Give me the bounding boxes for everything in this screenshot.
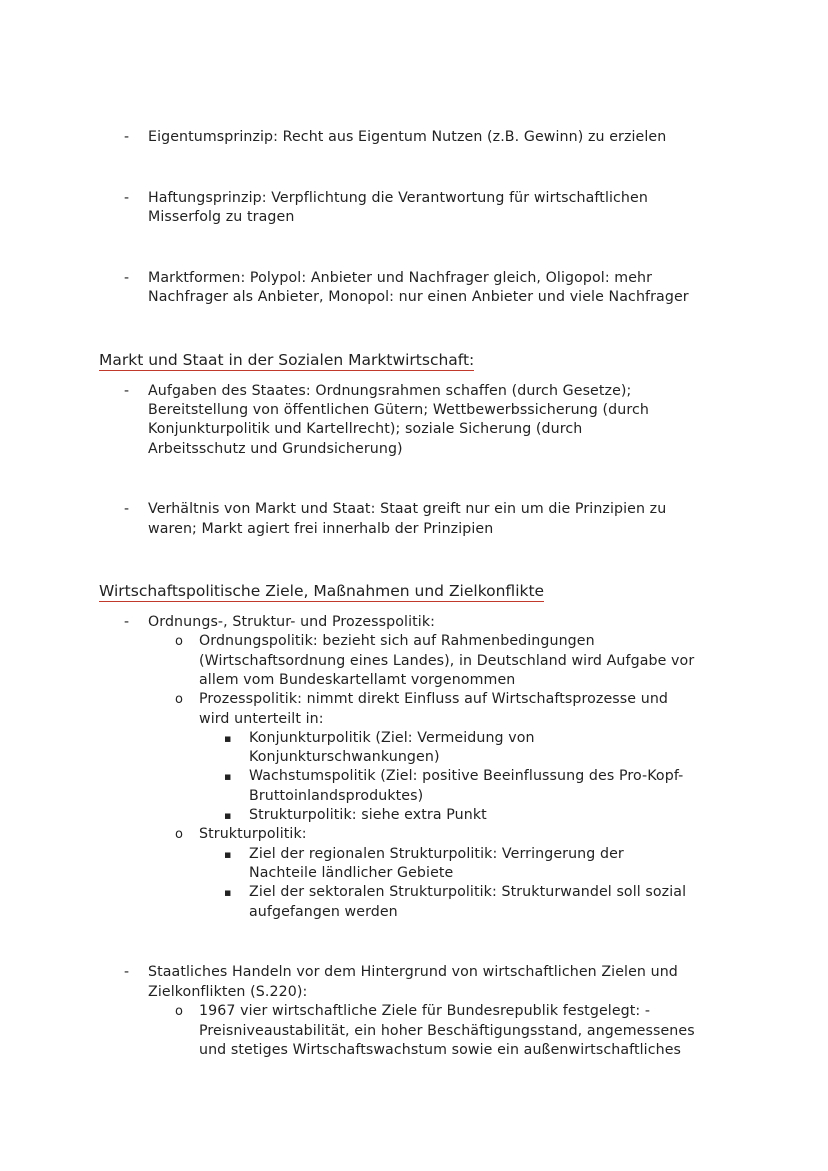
item-verhaeltnis-line1: Verhältnis von Markt und Staat: Staat greift nur ein um die Prinzipien zu (148, 501, 667, 517)
item-haftungsprinzip-line2: Misserfolg zu tragen (148, 209, 295, 225)
square-bullet: ▪ (224, 770, 232, 783)
item-aufgaben-line2: Bereitstellung von öffentlichen Gütern; Wettbewerbssicherung (durch (148, 402, 649, 418)
item-regionale-line2: Nachteile ländlicher Gebiete (249, 865, 454, 881)
circle-bullet: o (175, 1004, 183, 1019)
dash-bullet: - (124, 501, 130, 517)
item-aufgaben-line3: Konjunkturpolitik und Kartellrecht); soziale Sicherung (durch (148, 421, 583, 437)
heading-markt-und-staat: Markt und Staat in der Sozialen Marktwirtschaft: (99, 351, 475, 369)
item-marktformen-line1: Marktformen: Polypol: Anbieter und Nachfrager gleich, Oligopol: mehr (148, 270, 653, 286)
circle-bullet: o (175, 634, 183, 649)
dash-bullet: - (124, 270, 130, 286)
item-wachstumspolitik-line1: Wachstumspolitik (Ziel: positive Beeinflussung des Pro-Kopf- (249, 768, 684, 784)
item-wachstumspolitik-line2: Bruttoinlandsproduktes) (249, 788, 424, 804)
item-staatliches-handeln-line2: Zielkonflikten (S.220): (148, 984, 308, 1000)
item-strukturpolitik: Strukturpolitik: (199, 826, 307, 842)
square-bullet: ▪ (224, 732, 232, 745)
item-regionale-line1: Ziel der regionalen Strukturpolitik: Verringerung der (249, 846, 624, 862)
item-ziele-1967-line1: 1967 vier wirtschaftliche Ziele für Bundesrepublik festgelegt: - (199, 1003, 651, 1019)
heading-wirtschaftspolitische-ziele: Wirtschaftspolitische Ziele, Maßnahmen und Zielkonflikte (99, 582, 545, 600)
item-aufgaben-line4: Arbeitsschutz und Grundsicherung) (148, 441, 403, 457)
item-konjunkturpolitik-line2: Konjunkturschwankungen) (249, 749, 440, 765)
item-prozesspolitik-line1: Prozesspolitik: nimmt direkt Einfluss auf Wirtschaftsprozesse und (199, 691, 669, 707)
item-strukturpolitik-ref: Strukturpolitik: siehe extra Punkt (249, 807, 487, 823)
dash-bullet: - (124, 964, 130, 980)
item-ziele-1967-line2: Preisniveaustabilität, ein hoher Beschäftigungsstand, angemessenes (199, 1023, 695, 1039)
item-ordnungs-struktur-prozess: Ordnungs-, Struktur- und Prozesspolitik: (148, 614, 436, 630)
item-aufgaben-line1: Aufgaben des Staates: Ordnungsrahmen schaffen (durch Gesetze); (148, 383, 632, 399)
square-bullet: ▪ (224, 809, 232, 822)
item-verhaeltnis-line2: waren; Markt agiert frei innerhalb der Prinzipien (148, 521, 494, 537)
item-konjunkturpolitik-line1: Konjunkturpolitik (Ziel: Vermeidung von (249, 730, 535, 746)
item-sektorale-line1: Ziel der sektoralen Strukturpolitik: Strukturwandel soll sozial (249, 884, 687, 900)
item-eigentumsprinzip: Eigentumsprinzip: Recht aus Eigentum Nutzen (z.B. Gewinn) zu erzielen (148, 129, 667, 145)
dash-bullet: - (124, 129, 130, 145)
item-haftungsprinzip-line1: Haftungsprinzip: Verpflichtung die Verantwortung für wirtschaftlichen (148, 190, 648, 206)
square-bullet: ▪ (224, 886, 232, 899)
item-marktformen-line2: Nachfrager als Anbieter, Monopol: nur einen Anbieter und viele Nachfrager (148, 289, 689, 305)
item-sektorale-line2: aufgefangen werden (249, 904, 398, 920)
item-ordnungspolitik-line2: (Wirtschaftsordnung eines Landes), in Deutschland wird Aufgabe vor (199, 653, 695, 669)
circle-bullet: o (175, 827, 183, 842)
dash-bullet: - (124, 190, 130, 206)
item-prozesspolitik-line2: wird unterteilt in: (199, 711, 324, 727)
item-staatliches-handeln-line1: Staatliches Handeln vor dem Hintergrund von wirtschaftlichen Zielen und (148, 964, 678, 980)
dash-bullet: - (124, 383, 130, 399)
item-ordnungspolitik-line3: allem vom Bundeskartellamt vorgenommen (199, 672, 516, 688)
item-ziele-1967-line3: und stetiges Wirtschaftswachstum sowie ein außenwirtschaftliches (199, 1042, 682, 1058)
dash-bullet: - (124, 614, 130, 630)
circle-bullet: o (175, 692, 183, 707)
square-bullet: ▪ (224, 848, 232, 861)
item-ordnungspolitik-line1: Ordnungspolitik: bezieht sich auf Rahmenbedingungen (199, 633, 595, 649)
